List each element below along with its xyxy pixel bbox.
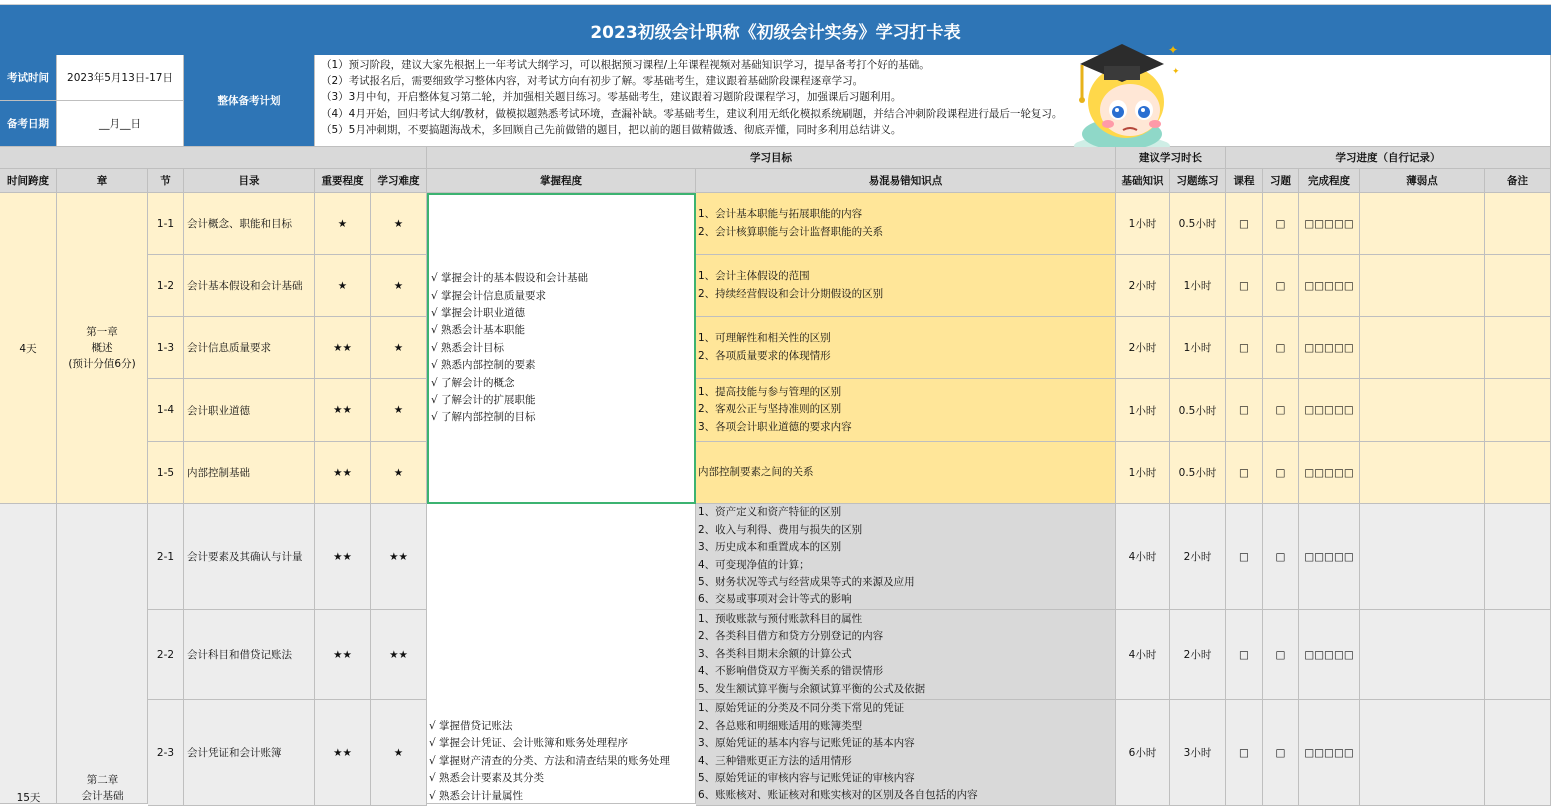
basic-hours: 1小时 bbox=[1116, 379, 1170, 442]
point-line: 6、账账核对、账证核对和账实核对的区别及各自包括的内容 bbox=[698, 789, 978, 802]
sheet-title: 2023初级会计职称《初级会计实务》学习打卡表 bbox=[0, 5, 1551, 55]
notes-cell[interactable] bbox=[1485, 610, 1551, 700]
chapter2-span bbox=[0, 504, 57, 804]
confusing-points bbox=[696, 379, 1116, 442]
section-number: 2-2 bbox=[148, 610, 184, 700]
mastery-item: √ 熟悉内部控制的要素 bbox=[431, 359, 536, 372]
completion-boxes[interactable]: □□□□□ bbox=[1299, 255, 1360, 317]
confusing-points bbox=[696, 442, 1116, 504]
point-line: 5、财务状况等式与经营成果等式的来源及应用 bbox=[698, 575, 915, 588]
exercise-checkbox[interactable]: □ bbox=[1263, 379, 1299, 442]
practice-hours: 0.5小时 bbox=[1170, 442, 1226, 504]
course-checkbox[interactable]: □ bbox=[1226, 193, 1263, 255]
mastery-item: √ 了解内部控制的目标 bbox=[431, 411, 536, 424]
col-header-section: 节 bbox=[148, 169, 184, 193]
section-number: 2-1 bbox=[148, 504, 184, 610]
exercise-checkbox[interactable]: □ bbox=[1263, 193, 1299, 255]
point-line: 5、发生额试算平衡与余额试算平衡的公式及依据 bbox=[698, 682, 926, 695]
basic-hours: 1小时 bbox=[1116, 193, 1170, 255]
plan-line: （5）5月冲刺期，不要搞题海战术，多回顾自己先前做错的题目，把以前的题目做精做透、彻底弄懂，同时多利用总结讲义。 bbox=[321, 123, 902, 136]
mastery-item: √ 熟悉会计目标 bbox=[431, 341, 505, 354]
course-checkbox[interactable]: □ bbox=[1226, 442, 1263, 504]
mastery-item: √ 掌握会计职业道德 bbox=[431, 306, 526, 319]
practice-hours: 1小时 bbox=[1170, 317, 1226, 379]
plan-line: （1）预习阶段，建议大家先根据上一年考试大纲学习，可以根据预习课程/上年课程视频对基础知识学习，提早备考打个好的基础。 bbox=[321, 59, 930, 71]
section-directory: 会计职业道德 bbox=[184, 379, 315, 442]
section-directory: 内部控制基础 bbox=[184, 442, 315, 504]
plan-line: （3）3月中旬，开启整体复习第二轮，并加强相关题目练习。零基础考生，建议跟着习题阶段课程学习，加强课后习题利用。 bbox=[321, 91, 902, 104]
course-checkbox[interactable]: □ bbox=[1226, 504, 1263, 610]
completion-boxes[interactable]: □□□□□ bbox=[1299, 442, 1360, 504]
importance-stars: ★★ bbox=[315, 610, 371, 700]
plan-line: （4）4月开始，回归考试大纲/教材，做模拟题熟悉考试环境，查漏补缺。零基础考生，建议利用无纸化模拟系统刷题，并结合冲刺阶段课程进行最后一轮复习。 bbox=[321, 107, 1063, 120]
point-line: 3、原始凭证的基本内容与记账凭证的基本内容 bbox=[698, 737, 915, 750]
col-header-weak: 薄弱点 bbox=[1360, 169, 1485, 193]
confusing-points bbox=[696, 193, 1116, 255]
group-progress: 学习进度（自行记录） bbox=[1226, 147, 1551, 169]
basic-hours: 2小时 bbox=[1116, 317, 1170, 379]
exercise-checkbox[interactable]: □ bbox=[1263, 317, 1299, 379]
chapter2-mastery-list bbox=[429, 718, 670, 804]
point-line: 3、历史成本和重置成本的区别 bbox=[698, 541, 842, 554]
col-header-points: 易混易错知识点 bbox=[696, 169, 1116, 193]
point-line: 1、预收账款与预付账款科目的属性 bbox=[698, 612, 863, 625]
mastery-item: √ 掌握财产清查的分类、方法和清查结果的账务处理 bbox=[429, 754, 671, 767]
mastery-item: √ 掌握会计信息质量要求 bbox=[431, 289, 547, 302]
confusing-points bbox=[696, 255, 1116, 317]
difficulty-stars: ★★ bbox=[371, 504, 427, 610]
plan-label: 整体备考计划 bbox=[184, 55, 315, 147]
practice-hours: 2小时 bbox=[1170, 504, 1226, 610]
section-directory: 会计要素及其确认与计量 bbox=[184, 504, 315, 610]
practice-hours: 2小时 bbox=[1170, 610, 1226, 700]
completion-boxes[interactable]: □□□□□ bbox=[1299, 317, 1360, 379]
point-line: 4、不影响借贷双方平衡关系的错误情形 bbox=[698, 665, 884, 678]
completion-boxes[interactable]: □□□□□ bbox=[1299, 504, 1360, 610]
course-checkbox[interactable]: □ bbox=[1226, 610, 1263, 700]
exercise-checkbox[interactable]: □ bbox=[1263, 255, 1299, 317]
basic-hours: 1小时 bbox=[1116, 442, 1170, 504]
importance-stars: ★★ bbox=[315, 379, 371, 442]
section-number: 1-5 bbox=[148, 442, 184, 504]
mastery-item: √ 熟悉会计要素及其分类 bbox=[429, 772, 545, 785]
notes-cell[interactable] bbox=[1485, 504, 1551, 610]
practice-hours: 0.5小时 bbox=[1170, 193, 1226, 255]
section-number: 1-4 bbox=[148, 379, 184, 442]
notes-cell[interactable] bbox=[1485, 193, 1551, 255]
chapter1-title-line: 概述 bbox=[91, 342, 113, 354]
confusing-points bbox=[696, 700, 1116, 806]
course-checkbox[interactable]: □ bbox=[1226, 379, 1263, 442]
exercise-checkbox[interactable]: □ bbox=[1263, 442, 1299, 504]
col-header-practice: 习题练习 bbox=[1170, 169, 1226, 193]
mastery-item: √ 了解会计的概念 bbox=[431, 376, 515, 389]
section-directory: 会计概念、职能和目标 bbox=[184, 193, 315, 255]
exam-time-label: 考试时间 bbox=[0, 55, 57, 101]
section-directory: 会计基本假设和会计基础 bbox=[184, 255, 315, 317]
point-line: 1、原始凭证的分类及不同分类下常见的凭证 bbox=[698, 702, 905, 715]
point-line: 1、会计基本职能与拓展职能的内容 bbox=[698, 208, 863, 221]
chapter2-title bbox=[57, 504, 148, 804]
point-line: 1、可理解性和相关性的区别 bbox=[698, 332, 831, 345]
course-checkbox[interactable]: □ bbox=[1226, 317, 1263, 379]
importance-stars: ★★ bbox=[315, 700, 371, 806]
section-number: 1-2 bbox=[148, 255, 184, 317]
notes-cell[interactable] bbox=[1485, 255, 1551, 317]
chapter2-span-text: 15天 bbox=[16, 792, 41, 804]
chapter1-mastery[interactable] bbox=[427, 193, 696, 504]
point-line: 2、持续经营假设和会计分期假设的区别 bbox=[698, 287, 884, 300]
point-line: 3、各类科目期末余额的计算公式 bbox=[698, 647, 852, 660]
chapter1-mastery-list bbox=[429, 270, 588, 427]
mastery-item: √ 掌握会计的基本假设和会计基础 bbox=[431, 272, 589, 285]
group-study-goal: 学习目标 bbox=[427, 147, 1116, 169]
group-header-blank bbox=[0, 147, 427, 169]
completion-boxes[interactable]: □□□□□ bbox=[1299, 700, 1360, 806]
completion-boxes[interactable]: □□□□□ bbox=[1299, 610, 1360, 700]
weak-point-cell[interactable] bbox=[1360, 700, 1485, 806]
mascot-illustration bbox=[1060, 34, 1190, 154]
chapter2-title-line: 会计基础 bbox=[81, 790, 124, 802]
section-number: 2-3 bbox=[148, 700, 184, 806]
group-study-time: 建议学习时长 bbox=[1116, 147, 1226, 169]
col-header-importance: 重要程度 bbox=[315, 169, 371, 193]
chapter1-title-line: 第一章 bbox=[86, 326, 118, 338]
difficulty-stars: ★ bbox=[371, 700, 427, 806]
point-line: 4、三种错账更正方法的适用情形 bbox=[698, 754, 852, 767]
completion-boxes[interactable]: □□□□□ bbox=[1299, 193, 1360, 255]
difficulty-stars: ★★ bbox=[371, 610, 427, 700]
weak-point-cell[interactable] bbox=[1360, 442, 1485, 504]
course-checkbox[interactable]: □ bbox=[1226, 700, 1263, 806]
point-line: 4、可变现净值的计算； bbox=[698, 558, 810, 571]
chapter1-title bbox=[57, 193, 148, 504]
point-line: 2、各总账和明细账适用的账簿类型 bbox=[698, 719, 863, 732]
col-header-course: 课程 bbox=[1226, 169, 1263, 193]
practice-hours: 0.5小时 bbox=[1170, 379, 1226, 442]
svg-text:✦: ✦ bbox=[1168, 43, 1179, 57]
point-line: 2、会计核算职能与会计监督职能的关系 bbox=[698, 225, 884, 238]
basic-hours: 4小时 bbox=[1116, 610, 1170, 700]
basic-hours: 2小时 bbox=[1116, 255, 1170, 317]
point-line: 2、各类科目借方和贷方分别登记的内容 bbox=[698, 630, 884, 643]
plan-line: （2）考试报名后，需要细致学习整体内容，对考试方向有初步了解。零基础考生，建议跟着基础阶段课程逐章学习。 bbox=[321, 75, 864, 88]
mastery-item: √ 熟悉会计计量属性 bbox=[429, 789, 524, 802]
difficulty-stars: ★ bbox=[371, 193, 427, 255]
point-line: 6、交易或事项对会计等式的影响 bbox=[698, 593, 852, 606]
mastery-item: √ 掌握会计凭证、会计账簿和账务处理程序 bbox=[429, 737, 629, 750]
col-header-directory: 目录 bbox=[184, 169, 315, 193]
practice-hours: 3小时 bbox=[1170, 700, 1226, 806]
weak-point-cell[interactable] bbox=[1360, 317, 1485, 379]
chapter1-title-line: (预计分值6分) bbox=[68, 358, 136, 370]
chapter2-mastery[interactable] bbox=[427, 504, 696, 804]
weak-point-cell[interactable] bbox=[1360, 379, 1485, 442]
confusing-points bbox=[696, 317, 1116, 379]
point-line: 1、会计主体假设的范围 bbox=[698, 270, 810, 283]
importance-stars: ★★ bbox=[315, 317, 371, 379]
weak-point-cell[interactable] bbox=[1360, 193, 1485, 255]
basic-hours: 4小时 bbox=[1116, 504, 1170, 610]
notes-cell[interactable] bbox=[1485, 379, 1551, 442]
difficulty-stars: ★ bbox=[371, 379, 427, 442]
importance-stars: ★ bbox=[315, 193, 371, 255]
mastery-item: √ 掌握借贷记账法 bbox=[429, 720, 513, 732]
section-number: 1-3 bbox=[148, 317, 184, 379]
notes-cell[interactable] bbox=[1485, 317, 1551, 379]
course-checkbox[interactable]: □ bbox=[1226, 255, 1263, 317]
section-number: 1-1 bbox=[148, 193, 184, 255]
section-directory: 会计信息质量要求 bbox=[184, 317, 315, 379]
plan-text bbox=[315, 55, 1551, 147]
svg-text:✦: ✦ bbox=[1172, 67, 1180, 77]
point-line: 内部控制要素之间的关系 bbox=[698, 465, 814, 478]
notes-cell[interactable] bbox=[1485, 700, 1551, 806]
section-directory: 会计凭证和会计账簿 bbox=[184, 700, 315, 806]
difficulty-stars: ★ bbox=[371, 442, 427, 504]
completion-boxes[interactable]: □□□□□ bbox=[1299, 379, 1360, 442]
col-header-basic: 基础知识 bbox=[1116, 169, 1170, 193]
importance-stars: ★★ bbox=[315, 504, 371, 610]
prep-date-label: 备考日期 bbox=[0, 101, 57, 147]
chapter2-title-line: 第二章 bbox=[86, 774, 119, 786]
point-line: 2、各项质量要求的体现情形 bbox=[698, 349, 831, 362]
point-line: 1、资产定义和资产特征的区别 bbox=[698, 506, 842, 519]
exercise-checkbox[interactable]: □ bbox=[1263, 504, 1299, 610]
difficulty-stars: ★ bbox=[371, 255, 427, 317]
exam-time-value[interactable]: 2023年5月13日-17日 bbox=[57, 55, 184, 101]
col-header-mastery: 掌握程度 bbox=[427, 169, 696, 193]
col-header-notes: 备注 bbox=[1485, 169, 1551, 193]
col-header-difficulty: 学习难度 bbox=[371, 169, 427, 193]
point-line: 5、原始凭证的审核内容与记账凭证的审核内容 bbox=[698, 771, 915, 784]
weak-point-cell[interactable] bbox=[1360, 504, 1485, 610]
col-header-span: 时间跨度 bbox=[0, 169, 57, 193]
mastery-item: √ 了解会计的扩展职能 bbox=[431, 394, 536, 407]
col-header-chapter: 章 bbox=[57, 169, 148, 193]
exercise-checkbox[interactable]: □ bbox=[1263, 610, 1299, 700]
point-line: 2、客观公正与坚持准则的区别 bbox=[698, 403, 842, 416]
practice-hours: 1小时 bbox=[1170, 255, 1226, 317]
point-line: 2、收入与利得、费用与损失的区别 bbox=[698, 523, 863, 536]
weak-point-cell[interactable] bbox=[1360, 255, 1485, 317]
importance-stars: ★ bbox=[315, 255, 371, 317]
col-header-completion: 完成程度 bbox=[1299, 169, 1360, 193]
basic-hours: 6小时 bbox=[1116, 700, 1170, 806]
mastery-item: √ 熟悉会计基本职能 bbox=[431, 324, 526, 337]
confusing-points bbox=[696, 504, 1116, 610]
weak-point-cell[interactable] bbox=[1360, 610, 1485, 700]
point-line: 3、各项会计职业道德的要求内容 bbox=[698, 420, 852, 433]
notes-cell[interactable] bbox=[1485, 442, 1551, 504]
confusing-points bbox=[696, 610, 1116, 700]
chapter1-span: 4天 bbox=[0, 193, 57, 504]
point-line: 1、提高技能与参与管理的区别 bbox=[698, 385, 842, 398]
col-header-exercise: 习题 bbox=[1263, 169, 1299, 193]
exercise-checkbox[interactable]: □ bbox=[1263, 700, 1299, 806]
difficulty-stars: ★ bbox=[371, 317, 427, 379]
prep-date-value[interactable]: __月__日 bbox=[57, 101, 184, 147]
section-directory: 会计科目和借贷记账法 bbox=[184, 610, 315, 700]
importance-stars: ★★ bbox=[315, 442, 371, 504]
